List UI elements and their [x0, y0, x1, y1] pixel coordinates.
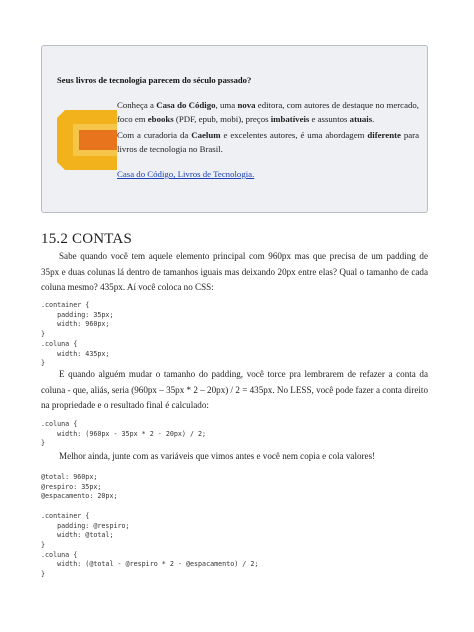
section-title: 15.2 CONTAS [41, 231, 133, 247]
promo-paragraph-2: Com a curadoria da Caelum e excelentes autores, é uma abordagem diferente para livros de tecnologia no Brasil. [117, 130, 420, 154]
promo-paragraph-1: Conheça a Casa do Código, uma nova editora, com autores de destaque no mercado, foco em ebooks (PDF, epub, mobi), preços imbatíveis e assuntos atuais. [117, 100, 419, 124]
code-block-1: .container { padding: 35px; width: 960px; } .coluna { width: 435px; } [41, 301, 114, 368]
code-block-2: .coluna { width: (960px - 35px * 2 - 20px) / 2; } [41, 420, 207, 448]
promo-box [41, 45, 428, 213]
paragraph-2: E quando alguém mudar o tamanho do padding, você torce pra lembrarem de refazer a conta da coluna - que, aliás, seria (960px – 35px * 2 – 20px) / 2 = 435px. No LESS, você pode fazer a conta direito na propriedade e o resultado final é calculado: [41, 369, 428, 411]
promo-heading: Seus livros de tecnologia parecem do século passado? [57, 75, 252, 85]
casa-do-codigo-logo-icon [57, 110, 117, 170]
promo-body [117, 98, 419, 183]
paragraph-3: Melhor ainda, junte com as variáveis que vimos antes e você nem copia e cola valores! [59, 451, 376, 461]
paragraph-1: Sabe quando você tem aquele elemento principal com 960px mas que precisa de um padding de 35px e duas colunas lá dentro de tamanhos iguais mas deixando 20px entre elas? Qual o tamanho de cada coluna mesmo? 435px. Aí você coloca no CSS: [41, 251, 428, 293]
code-block-3: @total: 960px; @respiro: 35px; @espacamento: 20px; .container { padding: @respiro; width: @total; } .coluna { width: (@total - @respiro * 2 - @espacamento) / 2; } [41, 473, 259, 579]
casa-do-codigo-link[interactable]: Casa do Código, Livros de Tecnologia. [117, 169, 255, 179]
